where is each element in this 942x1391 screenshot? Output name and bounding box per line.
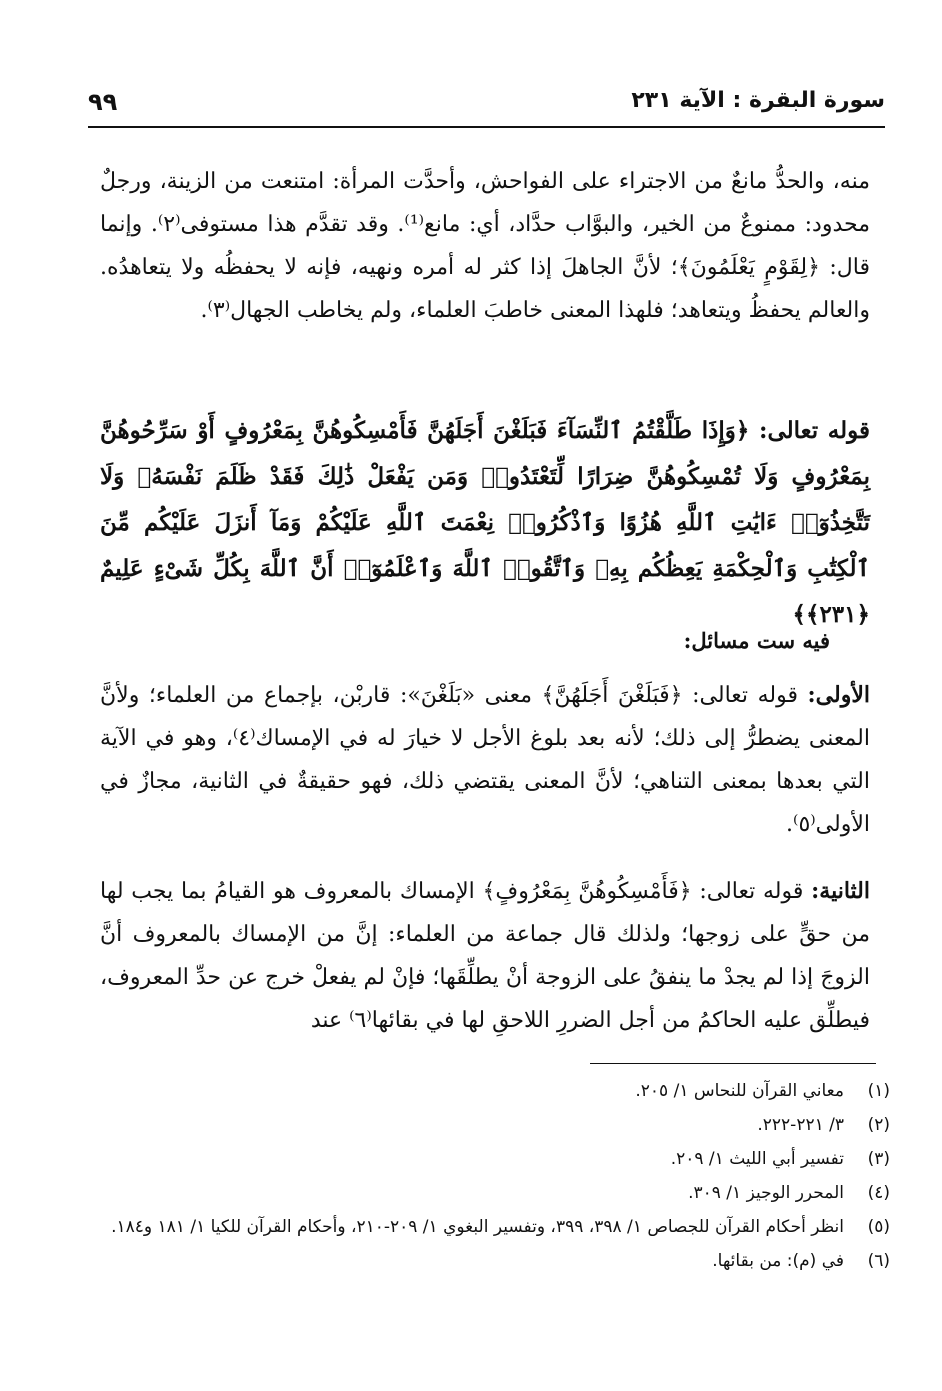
footnotes [100, 1074, 890, 1278]
issues-heading: فيه ست مسائل: [683, 628, 830, 653]
footnote-text: انظر أحكام القرآن للجصاص ١/ ٣٩٨، ٣٩٩، وتفسير البغوي ١/ ٢٠٩-٢١٠، وأحكام القرآن للكيا ١/ ١٨١ و١٨٤. [111, 1217, 844, 1237]
footnote-text: معاني القرآن للنحاس ١/ ٢٠٥. [635, 1081, 844, 1101]
footnote-number: (١) [867, 1081, 890, 1101]
paragraph-first-issue [100, 674, 870, 846]
footnote-number: (٢) [867, 1115, 890, 1135]
second-issue-text: قوله تعالى: ﴿فَأَمْسِكُوهُنَّ بِمَعْرُوفٍ﴾ الإمساك بالمعروف هو القيامُ بما يجب لها من حقٍّ على زوجها؛ ولذلك قال جماعة من العلماء: إنَّ من الإمساك بالمعروف أنَّ الزوجَ إذا لم يجدْ ما ينفقُ على الزوجة أنْ يطلِّقَها؛ فإنْ لم يفعلْ خرج عن حدِّ المعروف، فيطلِّق عليه الحاكمُ من أجل الضررِ اللاحقِ لها في بقائها⁽٦⁾ عند [100, 879, 870, 1033]
running-header [88, 82, 885, 126]
footnote [100, 1074, 890, 1108]
footnote-text: تفسير أبي الليث ١/ ٢٠٩. [670, 1149, 844, 1169]
second-issue-label: الثانية: [811, 878, 870, 904]
footnote-number: (٣) [867, 1149, 890, 1169]
footnote [100, 1108, 890, 1142]
verse-text: ﴿وَإِذَا طَلَّقْتُمُ ٱلنِّسَآءَ فَبَلَغْنَ أَجَلَهُنَّ فَأَمْسِكُوهُنَّ بِمَعْرُوفٍ أَوْ سَرِّحُوهُنَّ بِمَعْرُوفٍ وَلَا تُمْسِكُوهُنَّ ضِرَارًا لِّتَعْتَدُوا۟ وَمَن يَفْعَلْ ذَٰلِكَ فَقَدْ ظَلَمَ نَفْسَهُۥ وَلَا تَتَّخِذُوٓا۟ ءَايَٰتِ ٱللَّهِ هُزُوًا وَٱذْكُرُوا۟ نِعْمَتَ ٱللَّهِ عَلَيْكُمْ وَمَآ أَنزَلَ عَلَيْكُم مِّنَ ٱلْكِتَٰبِ وَٱلْحِكْمَةِ يَعِظُكُم بِهِۦ وَٱتَّقُوا۟ ٱللَّهَ وَٱعْلَمُوٓا۟ أَنَّ ٱللَّهَ بِكُلِّ شَىْءٍ عَلِيمٌ ﴿٢٣١﴾﴾ [100, 417, 870, 628]
footnote-rule [590, 1063, 876, 1064]
paragraph-second-issue [100, 870, 870, 1042]
page-number: ٩٩ [88, 88, 118, 116]
verse-lead: قوله تعالى: [758, 417, 870, 444]
footnote [100, 1142, 890, 1176]
quran-verse-block [100, 408, 870, 638]
paragraph-intro-text: منه، والحدُّ مانعٌ من الاجتراء على الفواحش، وأحدَّت المرأة: امتنعت من الزينة، ورجلٌ محدود: ممنوعٌ من الخير، والبوَّاب حدَّاد، أي: مانع⁽¹⁾. وقد تقدَّم هذا مستوفى⁽٢⁾. وإنما قال: ﴿لِقَوْمٍ يَعْلَمُونَ﴾؛ لأنَّ الجاهلَ إذا كثر له أمره ونهيه، فإنه لا يحفظُه ولا يتعاهدُه. والعالم يحفظُ ويتعاهد؛ فلهذا المعنى خاطبَ العلماء، ولم يخاطب الجهال⁽٣⁾. [100, 169, 870, 323]
footnote-number: (٥) [867, 1217, 890, 1237]
footnote [100, 1210, 890, 1244]
first-issue-label: الأولى: [807, 682, 870, 708]
footnote [100, 1244, 890, 1278]
footnote-text: المحرر الوجيز ١/ ٣٠٩. [688, 1183, 844, 1203]
footnote [100, 1176, 890, 1210]
footnote-text: في (م): من بقائها. [712, 1251, 844, 1271]
footnote-text: ٣/ ٢٢١-٢٢٢. [757, 1115, 844, 1135]
paragraph-intro [100, 160, 870, 332]
header-title: سورة البقرة : الآية ٢٣١ [631, 88, 885, 113]
first-issue-text: قوله تعالى: ﴿فَبَلَغْنَ أَجَلَهُنَّ﴾ معنى «بَلَغْنَ»: قاربْن، بإجماع من العلماء؛ ولأنَّ المعنى يضطرُّ إلى ذلك؛ لأنه بعد بلوغ الأجل لا خيارَ له في الإمساك⁽٤⁾، وهو في الآية التي بعدها بمعنى التناهي؛ لأنَّ المعنى يقتضي ذلك، فهو حقيقةٌ في الثانية، مجازٌ في الأولى⁽٥⁾. [100, 683, 870, 837]
footnote-number: (٦) [867, 1251, 890, 1271]
footnote-number: (٤) [867, 1183, 890, 1203]
header-rule [88, 126, 885, 128]
